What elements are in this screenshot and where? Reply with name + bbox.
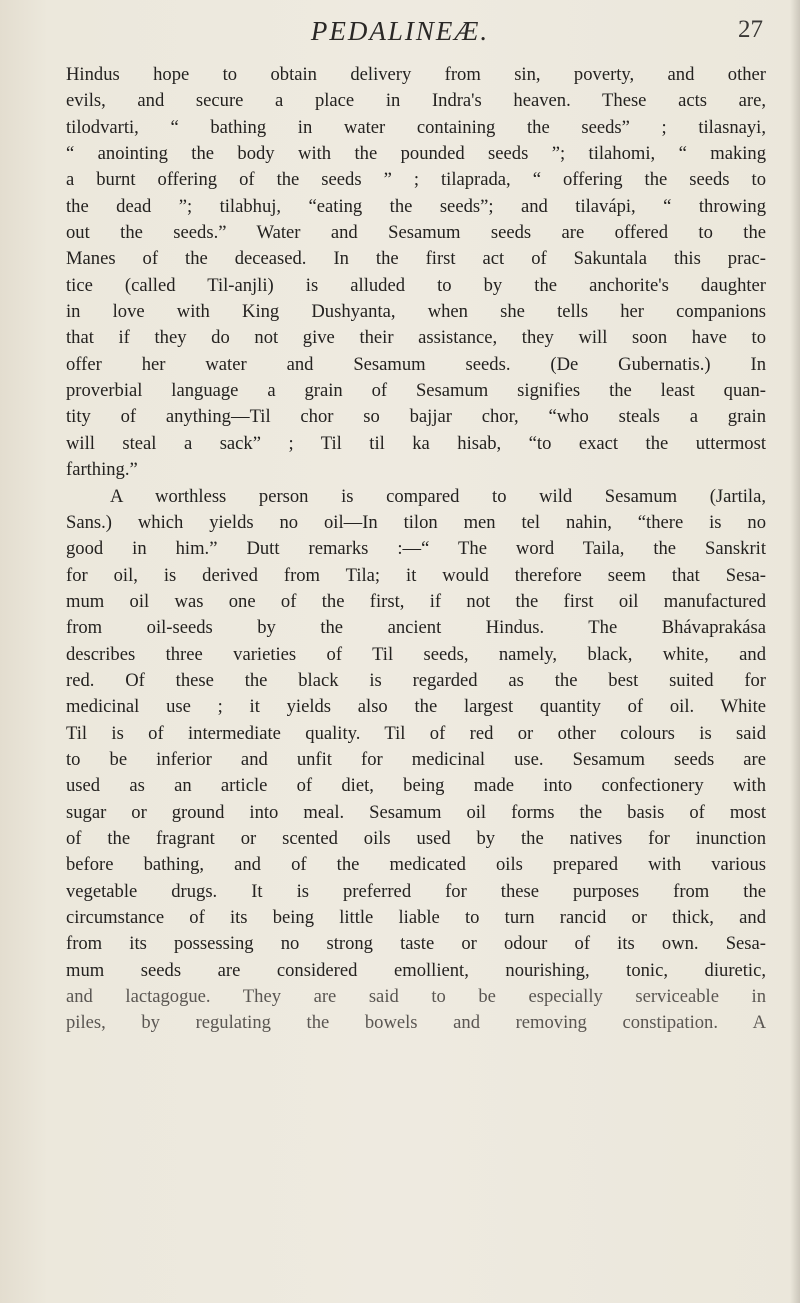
text-line: to be inferior and unfit for medicinal use. Sesamum seeds are (66, 748, 766, 770)
text-line: that if they do not give their assistance, they will soon have to (66, 327, 766, 349)
text-line: before bathing, and of the medicated oils prepared with various (66, 854, 766, 876)
text-line: piles, by regulating the bowels and removing constipation. A (66, 1012, 766, 1034)
text-line: red. Of these the black is regarded as the best suited for (66, 669, 766, 691)
text-line: offer her water and Sesamum seeds. (De Gubernatis.) In (66, 353, 766, 375)
text-line: Hindus hope to obtain delivery from sin, poverty, and other (66, 64, 766, 85)
text-line: tilodvarti, “ bathing in water containing the seeds” ; tilasnayi, (66, 116, 766, 138)
page-number: 27 (738, 16, 763, 43)
text-line: tice (called Til-anjli) is alluded to by the anchorite's daughter (66, 274, 766, 296)
body-text (66, 62, 766, 1037)
text-line: sugar or ground into meal. Sesamum oil forms the basis of most (66, 801, 766, 823)
paragraph-start-line: A worthless person is compared to wild Sesamum (Jartila, (110, 485, 766, 507)
text-line: tity of anything—Til chor so bajjar chor, “who steals a grain (66, 406, 766, 428)
text-line: the dead ”; tilabhuj, “eating the seeds”; and tilavápi, “ throwing (66, 195, 766, 217)
text-line: good in him.” Dutt remarks :—“ The word Taila, the Sanskrit (66, 538, 766, 560)
text-line: vegetable drugs. It is preferred for these purposes from the (66, 880, 766, 902)
text-line: used as an article of diet, being made into confectionery with (66, 775, 766, 797)
text-line: proverbial language a grain of Sesamum signifies the least quan- (66, 380, 766, 402)
text-line: Manes of the deceased. In the first act of Sakuntala this prac- (66, 248, 766, 270)
text-line: Til is of intermediate quality. Til of red or other colours is said (66, 722, 766, 744)
text-line: medicinal use ; it yields also the largest quantity of oil. White (66, 696, 766, 718)
text-line: for oil, is derived from Tila; it would therefore seem that Sesa- (66, 564, 766, 586)
text-line: out the seeds.” Water and Sesamum seeds are offered to the (66, 222, 766, 244)
running-title: PEDALINEÆ. (310, 16, 490, 46)
text-line: from oil-seeds by the ancient Hindus. The Bhávaprakása (66, 617, 766, 639)
page-header (0, 12, 800, 52)
text-line: will steal a sack” ; Til til ka hisab, “to exact the uttermost (66, 432, 766, 454)
text-line: circumstance of its being little liable to turn rancid or thick, and (66, 907, 766, 928)
text-line: a burnt offering of the seeds ” ; tilaprada, “ offering the seeds to (66, 169, 766, 191)
text-line: describes three varieties of Til seeds, namely, black, white, and (66, 643, 766, 665)
text-line: mum oil was one of the first, if not the first oil manufactured (66, 590, 766, 612)
binding-shadow (790, 0, 800, 1303)
text-line: of the fragrant or scented oils used by the natives for inunction (66, 827, 766, 849)
text-line: from its possessing no strong taste or odour of its own. Sesa- (66, 933, 766, 955)
text-line: “ anointing the body with the pounded seeds ”; tilahomi, “ making (66, 143, 766, 165)
text-line: farthing.” (66, 459, 138, 481)
text-line: in love with King Dushyanta, when she tells her companions (66, 301, 766, 323)
text-line: mum seeds are considered emollient, nourishing, tonic, diuretic, (66, 959, 766, 981)
text-line: and lactagogue. They are said to be especially serviceable in (66, 986, 766, 1008)
text-line: Sans.) which yields no oil—In tilon men tel nahin, “there is no (66, 511, 766, 533)
text-line: evils, and secure a place in Indra's heaven. These acts are, (66, 90, 766, 112)
